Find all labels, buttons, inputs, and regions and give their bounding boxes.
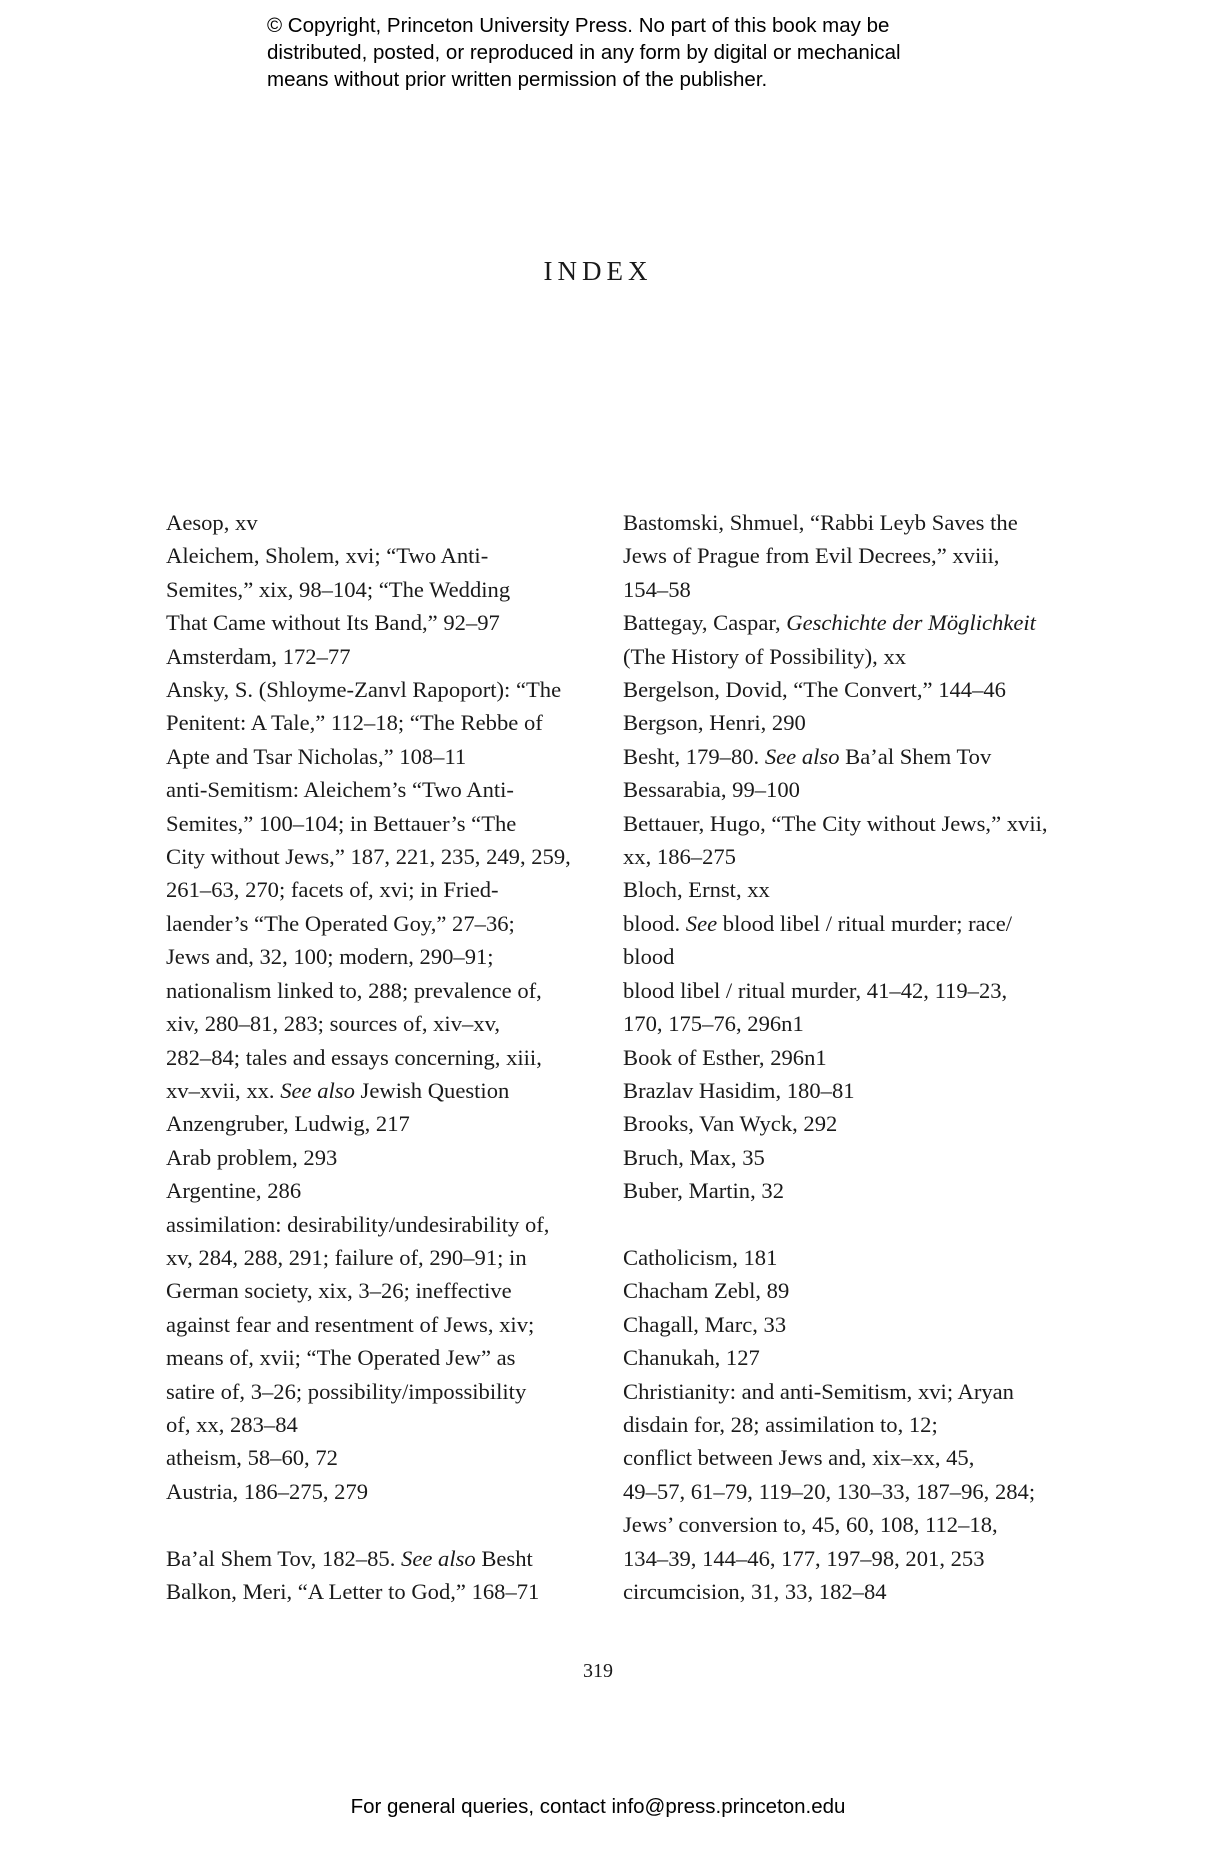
- index-entry-line: against fear and resentment of Jews, xiv;: [166, 1311, 535, 1337]
- index-entry: [623, 1074, 1043, 1107]
- index-entry-line: Austria, 186–275, 279: [166, 1478, 369, 1504]
- index-entry: [623, 606, 1043, 673]
- index-entry-line: Aleichem, Sholem, xvi; “Two Anti-: [166, 543, 489, 569]
- index-entry: [623, 1274, 1043, 1307]
- index-entry: [623, 1107, 1043, 1140]
- index-entry: [166, 1575, 586, 1608]
- index-entry-line: Bastomski, Shmuel, “Rabbi Leyb Saves the: [623, 510, 1018, 535]
- index-entry-line: Christianity: and anti-Semitism, xvi; Aryan: [623, 1378, 1014, 1404]
- index-entry-line: Buber, Martin, 32: [623, 1178, 784, 1204]
- index-entry: [623, 706, 1043, 739]
- index-entry: [623, 1375, 1043, 1575]
- index-entry: [166, 1441, 586, 1474]
- index-entry: [166, 1107, 586, 1140]
- index-entry-line: assimilation: desirability/undesirability of,: [166, 1211, 550, 1237]
- index-entry-line: Battegay, Caspar, Geschichte der Möglichkeit: [623, 610, 1036, 636]
- index-entry-line: That Came without Its Band,” 92–97: [166, 610, 500, 636]
- index-entry-line: Chagall, Marc, 33: [623, 1311, 787, 1337]
- index-entry: [166, 1542, 586, 1575]
- footer-contact: For general queries, contact info@press.princeton.edu: [350, 1795, 846, 1818]
- index-entry: [623, 1041, 1043, 1074]
- index-entry-line: Chanukah, 127: [623, 1345, 760, 1371]
- index-entry-line: 154–58: [623, 576, 691, 602]
- index-entry: [623, 1341, 1043, 1374]
- index-entry-line: Jews’ conversion to, 45, 60, 108, 112–18,: [623, 1512, 998, 1538]
- index-entry-line: 49–57, 61–79, 119–20, 130–33, 187–96, 284;: [623, 1478, 1036, 1504]
- copyright-notice: [267, 12, 1027, 93]
- index-entry-line: Semites,” 100–104; in Bettauer’s “The: [166, 810, 517, 836]
- index-entry-line: laender’s “The Operated Goy,” 27–36;: [166, 910, 515, 936]
- index-entry: [623, 873, 1043, 906]
- index-entry-line: xv, 284, 288, 291; failure of, 290–91; in: [166, 1244, 527, 1270]
- index-entry: [623, 773, 1043, 806]
- index-entry-line: German society, xix, 3–26; ineffective: [166, 1278, 512, 1304]
- index-entry-line: (The History of Possibility), xx: [623, 643, 907, 669]
- index-entry-line: Argentine, 286: [166, 1178, 302, 1204]
- index-entry-line: anti-Semitism: Aleichem’s “Two Anti-: [166, 777, 514, 803]
- index-entry: [166, 640, 586, 673]
- index-entry: [623, 1575, 1043, 1608]
- index-entry-line: Book of Esther, 296n1: [623, 1044, 827, 1070]
- index-entry-line: Bessarabia, 99–100: [623, 777, 800, 803]
- index-entry-line: Ba’al Shem Tov, 182–85. See also Besht: [166, 1545, 533, 1571]
- index-entry-line: blood: [623, 944, 675, 970]
- index-entry-line: atheism, 58–60, 72: [166, 1445, 338, 1471]
- index-entry: [623, 506, 1043, 606]
- index-entry-line: Semites,” xix, 98–104; “The Wedding: [166, 576, 511, 602]
- index-entry: [166, 1141, 586, 1174]
- index-entry-line: Amsterdam, 172–77: [166, 643, 351, 669]
- index-entry-line: xiv, 280–81, 283; sources of, xiv–xv,: [166, 1011, 501, 1037]
- index-entry-line: Bergson, Henri, 290: [623, 710, 806, 736]
- index-entry-line: satire of, 3–26; possibility/impossibility: [166, 1378, 527, 1404]
- index-entry-line: Arab problem, 293: [166, 1144, 338, 1170]
- index-entry: [623, 1241, 1043, 1274]
- index-entry: [623, 1308, 1043, 1341]
- index-entry-line: Aesop, xv: [166, 510, 258, 535]
- page-number: 319: [583, 1660, 613, 1682]
- index-entry: [166, 1174, 586, 1207]
- letter-group-gap: [166, 1508, 586, 1541]
- index-entry-line: of, xx, 283–84: [166, 1411, 298, 1437]
- index-entry: [623, 1174, 1043, 1207]
- index-entry: [166, 506, 586, 539]
- index-entry-line: Balkon, Meri, “A Letter to God,” 168–71: [166, 1578, 540, 1604]
- index-entry-line: conflict between Jews and, xix–xx, 45,: [623, 1445, 975, 1471]
- index-entry-line: Brazlav Hasidim, 180–81: [623, 1077, 855, 1103]
- copyright-line: means without prior written permission of the publisher.: [267, 68, 768, 91]
- index-entry-line: 170, 175–76, 296n1: [623, 1011, 804, 1037]
- index-entry: [166, 1208, 586, 1442]
- index-entry: [623, 907, 1043, 974]
- index-entry-line: Catholicism, 181: [623, 1244, 778, 1270]
- copyright-line: distributed, posted, or reproduced in any form by digital or mechanical: [267, 41, 901, 64]
- copyright-line: © Copyright, Princeton University Press. No part of this book may be: [267, 14, 890, 37]
- index-entry-line: Chacham Zebl, 89: [623, 1278, 790, 1304]
- index-entry-line: Bruch, Max, 35: [623, 1144, 765, 1170]
- index-entry-line: Apte and Tsar Nicholas,” 108–11: [166, 743, 467, 769]
- index-entry-line: Bettauer, Hugo, “The City without Jews,” xvii,: [623, 810, 1048, 836]
- index-entry-line: City without Jews,” 187, 221, 235, 249, 259,: [166, 844, 571, 870]
- page-title: INDEX: [543, 256, 653, 286]
- index-entry-line: Jews and, 32, 100; modern, 290–91;: [166, 944, 494, 970]
- index-entry-line: means of, xvii; “The Operated Jew” as: [166, 1345, 516, 1371]
- index-entry: [623, 1141, 1043, 1174]
- index-entry-line: Penitent: A Tale,” 112–18; “The Rebbe of: [166, 710, 543, 736]
- index-entry-line: 282–84; tales and essays concerning, xiii,: [166, 1044, 542, 1070]
- index-entry: [623, 673, 1043, 706]
- index-entry: [623, 974, 1043, 1041]
- index-entry-line: circumcision, 31, 33, 182–84: [623, 1578, 887, 1604]
- letter-group-gap: [623, 1208, 1043, 1241]
- index-entry-line: 261–63, 270; facets of, xvi; in Fried-: [166, 877, 499, 903]
- index-entry-line: Anzengruber, Ludwig, 217: [166, 1111, 410, 1137]
- index-entry-line: Bergelson, Dovid, “The Convert,” 144–46: [623, 677, 1006, 703]
- index-entry-line: Jews of Prague from Evil Decrees,” xviii,: [623, 543, 1000, 569]
- index-entry: [166, 1475, 586, 1508]
- index-entry: [166, 773, 586, 1107]
- index-entry: [623, 740, 1043, 773]
- index-entry-line: Bloch, Ernst, xx: [623, 877, 770, 903]
- index-column-right: [623, 506, 1048, 1608]
- index-entry-line: nationalism linked to, 288; prevalence of,: [166, 977, 542, 1003]
- index-entry-line: Brooks, Van Wyck, 292: [623, 1111, 838, 1137]
- index-entry-line: Besht, 179–80. See also Ba’al Shem Tov: [623, 743, 992, 769]
- index-entry-line: 134–39, 144–46, 177, 197–98, 201, 253: [623, 1545, 985, 1571]
- index-entry-line: xv–xvii, xx. See also Jewish Question: [166, 1077, 510, 1103]
- index-entry-line: disdain for, 28; assimilation to, 12;: [623, 1411, 938, 1437]
- index-entry: [166, 673, 586, 773]
- index-entry-line: xx, 186–275: [623, 844, 736, 870]
- index-entry: [166, 539, 586, 639]
- index-entry-line: blood libel / ritual murder, 41–42, 119–23,: [623, 977, 1008, 1003]
- index-entry-line: blood. See blood libel / ritual murder; race/: [623, 910, 1013, 936]
- index-entry-line: Ansky, S. (Shloyme-Zanvl Rapoport): “The: [166, 677, 562, 703]
- index-column-left: [166, 506, 586, 1608]
- index-entry: [623, 807, 1048, 874]
